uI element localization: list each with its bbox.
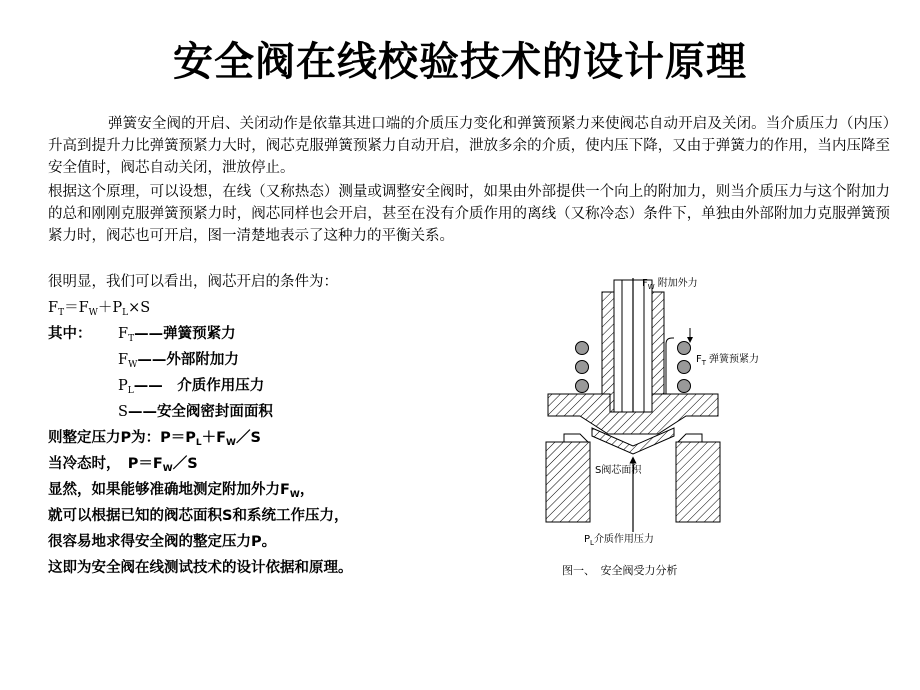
where-label: 其中： [48, 326, 92, 342]
paragraph-valve-operation: 弹簧安全阀的开启、关闭动作是依靠其进口端的介质压力变化和弹簧预紧力来使阀芯自动开启及关闭。当介质压力（内压）升高到提升力比弹簧预紧力大时，阀芯克服弹簧预紧力自动开启，泄放多余的介质，使内压下降，又由于弹簧力的作用，当内压降至安全值时，阀芯自动关闭，泄放停止。 [48, 116, 890, 176]
formula-force-balance: $F_T=F_W+P_L\times S$ [48, 300, 151, 318]
obvious-line: 显然，如果能够准确地测定附加外力$F_W$， [48, 482, 315, 500]
set-pressure-formula: 则整定压力P为：$P=P_L+F_W/S$ [48, 430, 261, 448]
paragraph-online-principle: 根据这个原理，可以设想，在线（又称热态）测量或调整安全阀时，如果由外部提供一个向上的附加力，则当介质压力与这个附加力的总和刚刚克服弹簧预紧力时，阀芯同样也会开启，甚至在没有介质作用的离线（又称冷态）条件下，单独由外部附加力克服弹簧预紧力时，阀芯也可开启，图一清楚地表示了这种力的平衡关系。 [48, 184, 890, 244]
opening-condition-line: 很明显，我们可以看出，阀芯开启的条件为： [48, 274, 338, 290]
valve-force-diagram [540, 270, 780, 590]
easy-result-line: 很容易地求得安全阀的整定压力P。 [48, 534, 277, 550]
label-fw: $F_W$ 附加外力 [642, 278, 698, 291]
definition-pl: $P_L——$ 介质作用压力 [118, 378, 265, 396]
label-ft: $F_T$ 弹簧预紧力 [696, 354, 760, 367]
valve-body-left [546, 442, 590, 522]
calculation-line: 就可以根据已知的阀芯面积S和系统工作压力， [48, 508, 349, 524]
label-seat-area: S阀芯面积 [595, 465, 642, 476]
figure-caption: 图一、 安全阀受力分析 [562, 564, 678, 577]
seat-right [678, 434, 702, 442]
seat-left [564, 434, 588, 442]
page-title: 安全阀在线校验技术的设计原理 [173, 39, 747, 85]
design-basis-line: 这即为安全阀在线测试技术的设计依据和原理。 [48, 560, 353, 576]
spring-coils-right [678, 342, 691, 393]
label-pl: $P_L$介质作用压力 [584, 534, 654, 547]
ft-bracket [666, 338, 674, 400]
spring-coils-left [576, 342, 589, 393]
cold-state-formula: 当冷态时， $P=F_W/S$ [48, 456, 198, 474]
definition-fw: $F_W——$外部附加力 [118, 352, 239, 370]
definition-s: S——安全阀密封面面积 [118, 404, 273, 420]
definition-ft: $F_T——$弹簧预紧力 [118, 326, 236, 344]
valve-body-right [676, 442, 720, 522]
